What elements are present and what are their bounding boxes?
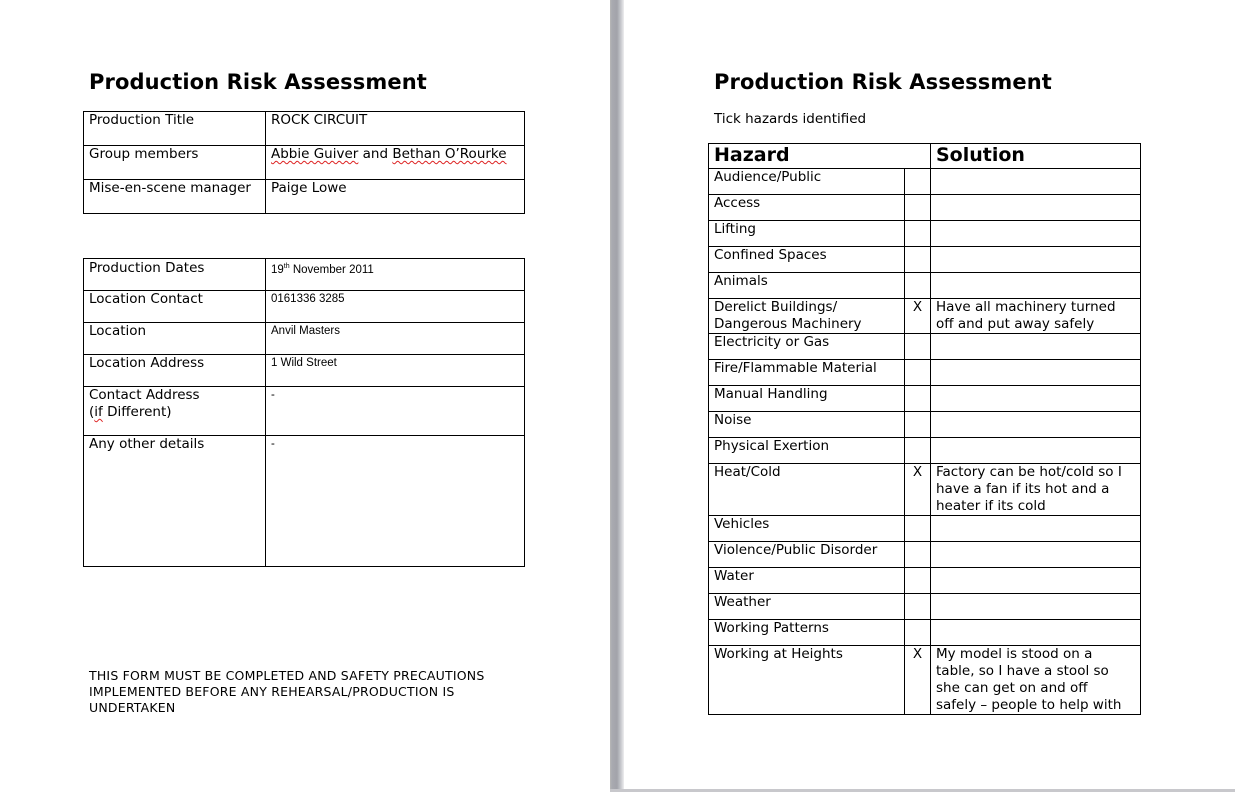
hazard-tick[interactable] (905, 386, 931, 412)
hazard-tick[interactable] (905, 195, 931, 221)
tick-instructions: Tick hazards identified (714, 111, 867, 127)
hazard-tick[interactable] (905, 360, 931, 386)
hazard-tick[interactable] (905, 221, 931, 247)
hazard-name: Vehicles (709, 516, 905, 542)
table-row (709, 646, 1141, 715)
contact-address-value: - (266, 387, 525, 436)
hazard-tick[interactable] (905, 273, 931, 299)
hazard-solution (931, 568, 1141, 594)
table-row (709, 464, 1141, 516)
location-label: Location (84, 323, 266, 355)
solution-column-header: Solution (931, 144, 1141, 169)
hazard-name: Physical Exertion (709, 438, 905, 464)
hazard-tick[interactable] (905, 438, 931, 464)
hazard-name: Noise (709, 412, 905, 438)
location-address-label: Location Address (84, 355, 266, 387)
hazard-name: Fire/Flammable Material (709, 360, 905, 386)
hazard-name: Weather (709, 594, 905, 620)
date-rest: November 2011 (289, 263, 374, 276)
hazard-solution (931, 516, 1141, 542)
contact-address-label-line: (if Different) (89, 404, 172, 420)
table-row (709, 386, 1141, 412)
hazard-solution (931, 386, 1141, 412)
table-row (84, 291, 525, 323)
mise-en-scene-manager-value: Paige Lowe (266, 180, 525, 214)
table-row (709, 334, 1141, 360)
hazard-solution: My model is stood on a table, so I have a stool so she can get on and off safely – people to help with (931, 646, 1141, 715)
hazard-tick[interactable]: X (905, 299, 931, 334)
hazard-table (708, 143, 1141, 715)
hazard-name: Working at Heights (709, 646, 905, 715)
hazard-tick[interactable] (905, 247, 931, 273)
hazard-solution (931, 438, 1141, 464)
hazard-solution (931, 360, 1141, 386)
hazard-name: Access (709, 195, 905, 221)
hazard-solution (931, 334, 1141, 360)
mise-en-scene-manager-label: Mise-en-scene manager (84, 180, 266, 214)
date-suffix: th (283, 263, 290, 270)
table-row (709, 568, 1141, 594)
contact-address-label (84, 387, 266, 436)
hazard-name: Working Patterns (709, 620, 905, 646)
date-day: 19 (271, 263, 284, 276)
hazard-tick[interactable]: X (905, 646, 931, 715)
table-row (84, 259, 525, 291)
notice-line: UNDERTAKEN (89, 700, 176, 715)
right-page-title: Production Risk Assessment (714, 70, 1052, 94)
production-details-table (83, 258, 525, 567)
group-members-label: Group members (84, 146, 266, 180)
table-row (709, 594, 1141, 620)
hazard-tick[interactable] (905, 594, 931, 620)
hazard-solution (931, 247, 1141, 273)
table-row (84, 180, 525, 214)
hazard-solution (931, 412, 1141, 438)
table-row (84, 436, 525, 567)
table-row (709, 221, 1141, 247)
production-info-table (83, 111, 525, 214)
hazard-tick[interactable]: X (905, 464, 931, 516)
hazard-tick[interactable] (905, 412, 931, 438)
hazard-name: Water (709, 568, 905, 594)
hazard-name: Violence/Public Disorder (709, 542, 905, 568)
production-dates-value (266, 259, 525, 291)
table-row (709, 620, 1141, 646)
table-row (709, 273, 1141, 299)
table-row (709, 360, 1141, 386)
contact-address-label-line: Contact Address (89, 387, 200, 403)
location-contact-label: Location Contact (84, 291, 266, 323)
hazard-solution (931, 542, 1141, 568)
member-conjunction: and (358, 146, 393, 162)
other-details-value: - (266, 436, 525, 567)
hazard-solution (931, 273, 1141, 299)
hazard-name: Manual Handling (709, 386, 905, 412)
hazard-solution: Have all machinery turned off and put away safely (931, 299, 1141, 334)
hazard-name: Heat/Cold (709, 464, 905, 516)
safety-notice (89, 668, 519, 716)
hazard-solution (931, 594, 1141, 620)
hazard-solution (931, 221, 1141, 247)
table-row (709, 438, 1141, 464)
hazard-table-header (709, 144, 1141, 169)
production-title-label: Production Title (84, 112, 266, 146)
hazard-name: Electricity or Gas (709, 334, 905, 360)
table-row (709, 542, 1141, 568)
hazard-name: Animals (709, 273, 905, 299)
table-row (709, 516, 1141, 542)
table-row (709, 195, 1141, 221)
hazard-tick[interactable] (905, 568, 931, 594)
table-row (84, 146, 525, 180)
table-row (709, 247, 1141, 273)
hazard-solution: Factory can be hot/cold so I have a fan if its hot and a heater if its cold (931, 464, 1141, 516)
location-value: Anvil Masters (266, 323, 525, 355)
left-page-title: Production Risk Assessment (89, 70, 427, 94)
left-page (0, 0, 610, 792)
member-name: Bethan O’Rourke (392, 146, 507, 162)
hazard-tick[interactable] (905, 169, 931, 195)
hazard-name: Derelict Buildings/ Dangerous Machinery (709, 299, 905, 334)
production-title-value: ROCK CIRCUIT (266, 112, 525, 146)
production-dates-label: Production Dates (84, 259, 266, 291)
group-members-value (266, 146, 525, 180)
hazard-name: Audience/Public (709, 169, 905, 195)
member-name: Abbie Guiver (271, 146, 359, 162)
location-address-value: 1 Wild Street (266, 355, 525, 387)
table-row (84, 355, 525, 387)
hazard-solution (931, 620, 1141, 646)
hazard-tick[interactable] (905, 334, 931, 360)
location-contact-value: 0161336 3285 (266, 291, 525, 323)
hazard-name: Confined Spaces (709, 247, 905, 273)
notice-line: THIS FORM MUST BE COMPLETED AND SAFETY PRECAUTIONS (89, 668, 485, 683)
hazard-solution (931, 195, 1141, 221)
table-row (84, 387, 525, 436)
table-row (709, 412, 1141, 438)
hazard-tick[interactable] (905, 542, 931, 568)
notice-line: IMPLEMENTED BEFORE ANY REHEARSAL/PRODUCTION IS (89, 684, 455, 699)
hazard-name: Lifting (709, 221, 905, 247)
hazard-solution (931, 169, 1141, 195)
other-details-label: Any other details (84, 436, 266, 567)
page-gutter (610, 0, 624, 792)
hazard-tick[interactable] (905, 516, 931, 542)
table-row (84, 323, 525, 355)
hazard-tick[interactable] (905, 620, 931, 646)
table-row (84, 112, 525, 146)
table-row (709, 299, 1141, 334)
table-row (709, 169, 1141, 195)
hazard-column-header: Hazard (709, 144, 931, 169)
